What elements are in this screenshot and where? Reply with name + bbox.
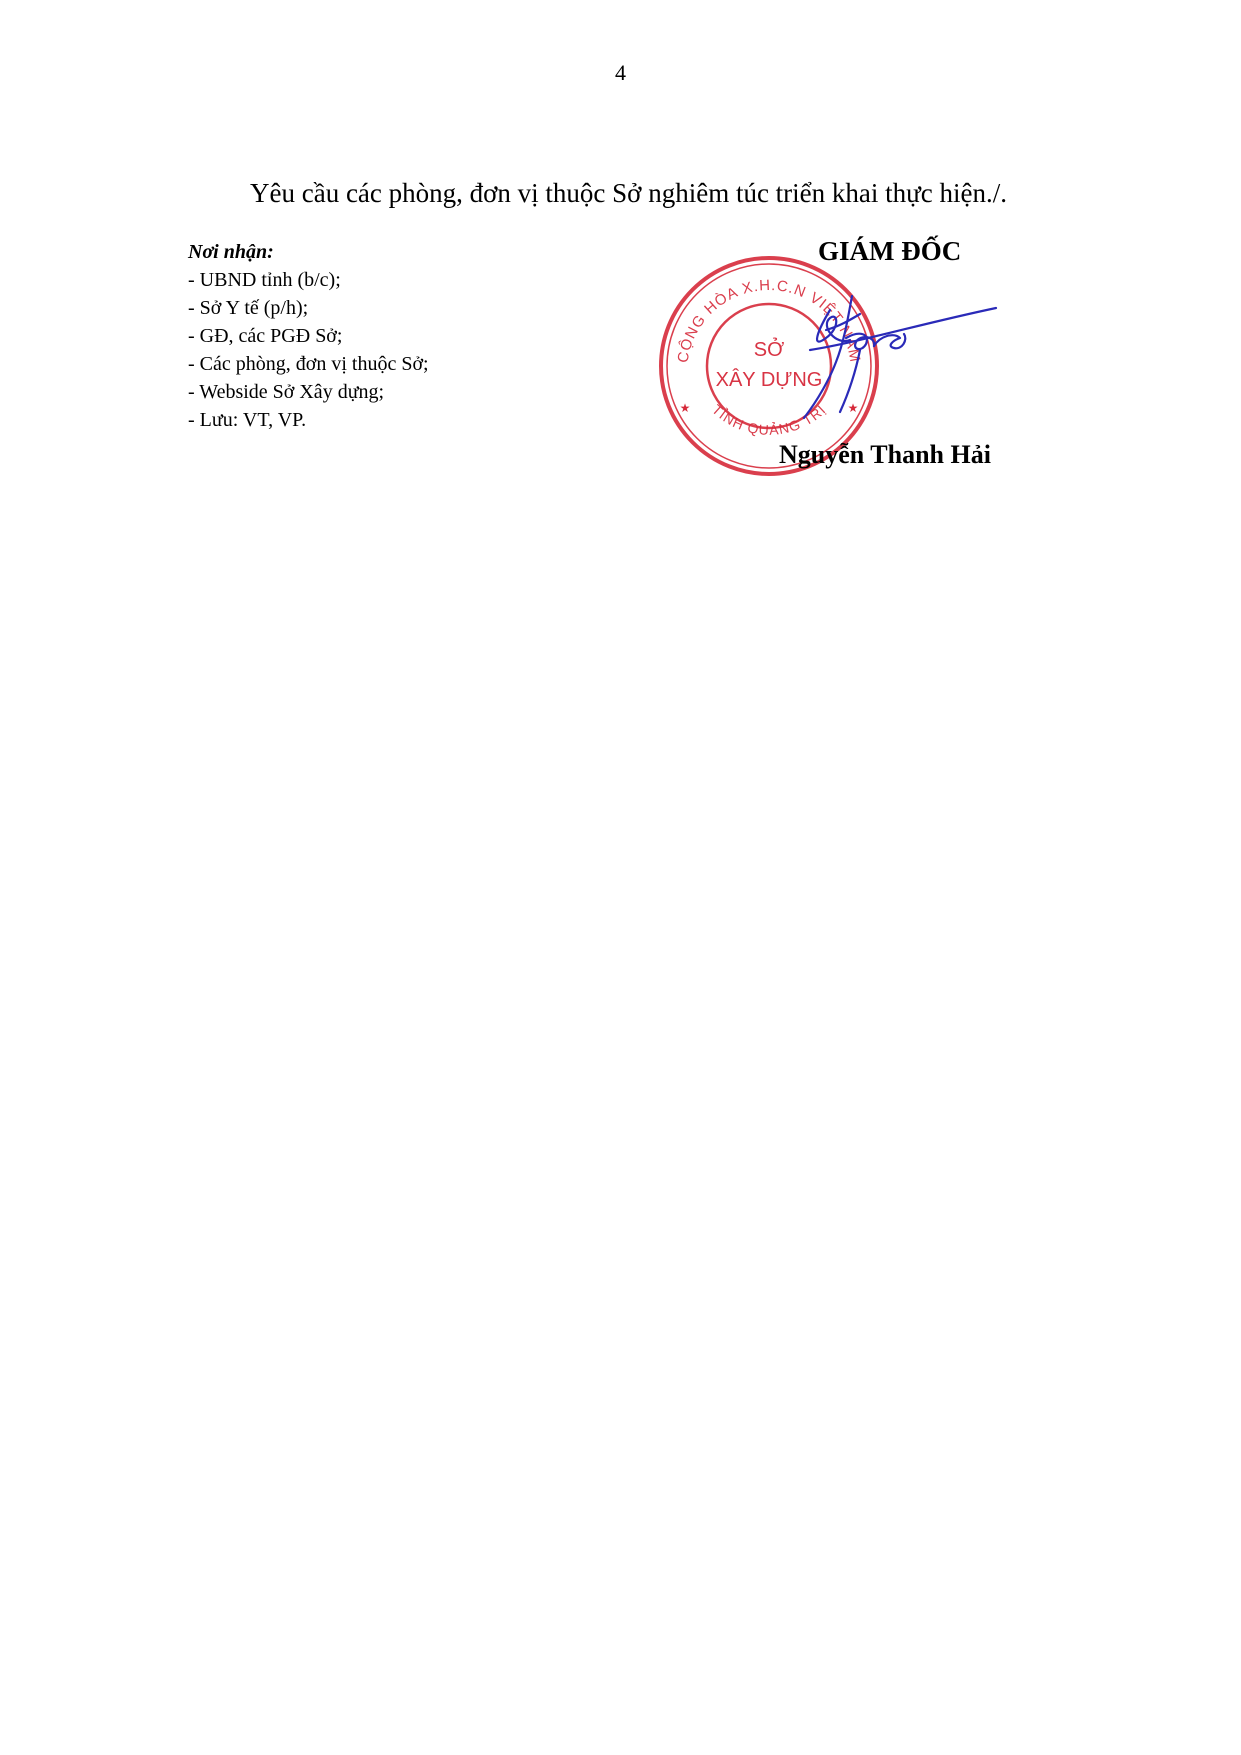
- stamp-ring-text: CỘNG HÒA X.H.C.N VIỆT NAM: [674, 276, 864, 365]
- recipient-item: - GĐ, các PGĐ Sở;: [188, 325, 343, 347]
- closing-paragraph: Yêu cầu các phòng, đơn vị thuộc Sở nghiêm túc triển khai thực hiện./.: [250, 178, 1008, 208]
- signer-title: GIÁM ĐỐC: [818, 236, 962, 266]
- stamp-star-icon: ★: [679, 401, 691, 415]
- recipients-block: [188, 238, 429, 434]
- recipient-item: - Webside Sở Xây dựng;: [188, 381, 385, 403]
- stamp-center-line2: XÂY DỰNG: [715, 369, 823, 391]
- recipient-item: - UBND tỉnh (b/c);: [188, 269, 341, 291]
- recipients-list: [188, 266, 429, 434]
- page-number: 4: [615, 60, 626, 85]
- recipient-item: - Sở Y tế (p/h);: [188, 297, 309, 319]
- recipient-item: - Các phòng, đơn vị thuộc Sở;: [188, 353, 429, 375]
- recipients-title: Nơi nhận:: [188, 241, 274, 263]
- stamp-bottom-text: TỈNH QUẢNG TRỊ: [709, 401, 830, 438]
- signer-name: Nguyễn Thanh Hải: [779, 440, 991, 469]
- stamp-center-line1: SỞ: [753, 339, 785, 361]
- stamp-star-icon: ★: [847, 401, 859, 415]
- handwritten-signature: [790, 290, 1010, 430]
- recipient-item: - Lưu: VT, VP.: [188, 409, 307, 431]
